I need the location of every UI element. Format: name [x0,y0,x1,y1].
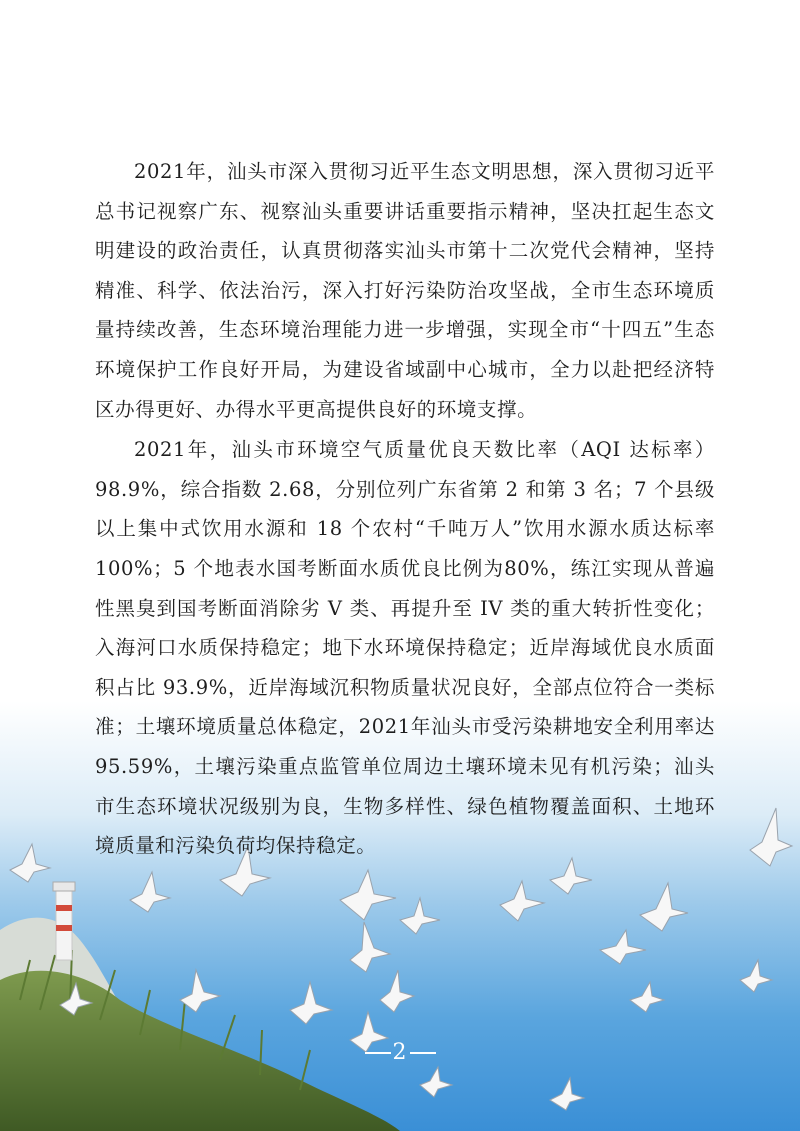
paragraph-1: 2021年，汕头市深入贯彻习近平生态文明思想，深入贯彻习近平总书记视察广东、视察汕头重要讲话重要指示精神，坚决扛起生态文明建设的政治责任，认真贯彻落实汕头市第十二次党代会精神，坚持精准、科学、依法治污，深入打好污染防治攻坚战，全市生态环境质量持续改善，生态环境治理能力进一步增强，实现全市“十四五”生态环境保护工作良好开局，为建设省域副中心城市，全力以赴把经济特区办得更好、办得水平更高提供良好的环境支撑。 [95,160,715,421]
page-number-value: 2 [392,1040,408,1065]
lighthouse [53,882,75,960]
page-number-dash-left [365,1052,391,1054]
page-number-dash-right [410,1052,436,1054]
page-number [0,1040,800,1065]
body-text [95,152,715,867]
paragraph-2: 2021年，汕头市环境空气质量优良天数比率（AQI 达标率）98.9%，综合指数 2.68，分别位列广东省第 2 和第 3 名；7 个县级以上集中式饮用水源和 18 个农村“千吨万人”饮用水源水质达标率100%；5 个地表水国考断面水质优良比例为80%，练江实现从普遍性黑臭到国考断面消除劣 V 类、再提升至 IV 类的重大转折性变化；入海河口水质保持稳定；地下水环境保持稳定；近岸海域优良水质面积占比 93.9%，近岸海域沉积物质量状况良好，全部点位符合一类标准；土壤环境质量总体稳定，2021年汕头市受污染耕地安全利用率达95.59%，土壤污染重点监管单位周边土壤环境未见有机污染；汕头市生态环境状况级别为良，生物多样性、绿色植物覆盖面积、土地环境质量和污染负荷均保持稳定。 [95,438,715,858]
